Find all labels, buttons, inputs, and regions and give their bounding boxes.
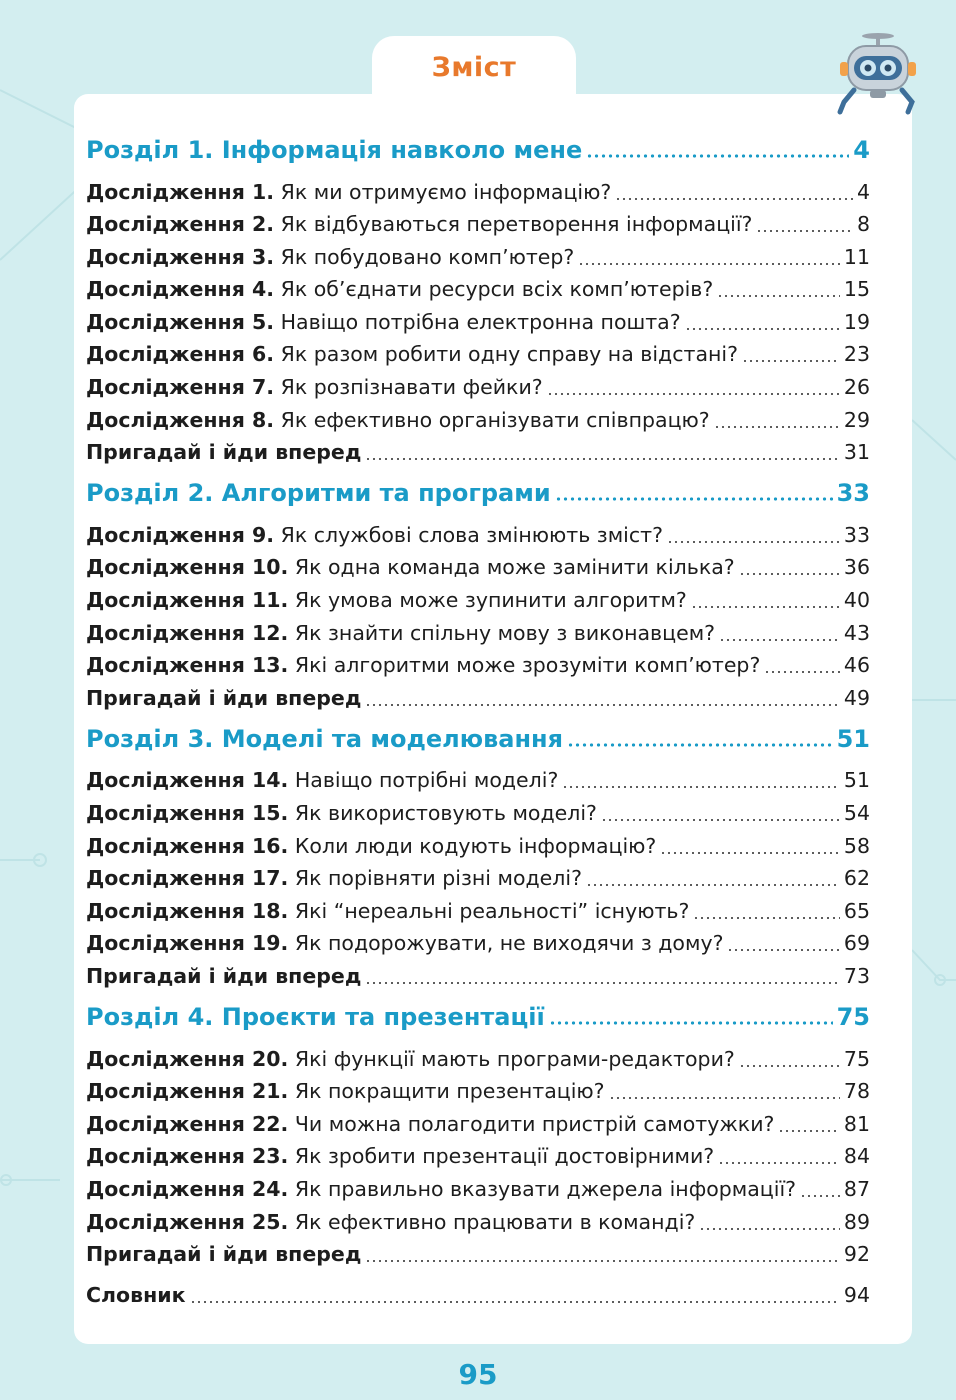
entry-label: Дослідження 23. [86,1144,289,1169]
entry-page-number: 19 [843,309,870,334]
dot-leader [365,1243,840,1264]
entry-page-number: 26 [843,375,870,400]
toc-entry[interactable] [86,341,870,374]
entry-label: Дослідження 21. [86,1079,289,1104]
entry-page-number: 51 [843,768,870,793]
toc-entry[interactable] [86,652,870,685]
dot-leader [562,769,840,790]
entry-label: Дослідження 3. [86,244,275,269]
entry-label: Дослідження 15. [86,801,289,825]
entry-label: Дослідження 18. [86,898,289,923]
dot-leader [756,213,853,234]
entry-page-number: 81 [843,1111,870,1136]
entry-text: Як разом робити одну справу на відстані? [280,342,738,367]
entry-page-number: 23 [843,342,870,367]
toc-review-entry[interactable] [86,1241,870,1274]
entry-label: Дослідження 12. [86,620,289,645]
toc-glossary-entry[interactable] [86,1281,870,1314]
dot-leader [578,245,840,266]
section-title: Розділ 4. Проєкти та презентації [86,1003,545,1032]
dot-leader [739,1047,840,1068]
entry-page-number: 78 [843,1079,870,1104]
section-page-number: 4 [853,136,870,164]
dot-leader [778,1112,840,1133]
entry-page-number: 8 [856,212,870,237]
toc-entry[interactable] [86,243,870,276]
dot-leader [549,1002,833,1026]
entry-text: Які функції мають програми-редактори? [294,1046,735,1071]
toc-entry[interactable] [86,1175,870,1208]
entry-page-number: 75 [843,1046,870,1071]
entry-page-number: 33 [843,522,870,547]
review-label: Пригадай і йди вперед [86,963,362,988]
entry-text: Як розпізнавати фейки? [280,375,543,400]
entry-label: Дослідження 20. [86,1046,289,1071]
entry-label: Дослідження 13. [86,653,289,678]
entry-label: Дослідження 22. [86,1111,289,1136]
toc-entry[interactable] [86,308,870,341]
entry-text: Як відбуваються перетворення інформації? [280,212,753,237]
entry-label: Дослідження 7. [86,375,275,400]
entry-page-number: 31 [843,440,870,465]
entry-label: Дослідження 24. [86,1176,289,1201]
entry-page-number: 11 [843,244,870,269]
toc-entry[interactable] [86,1143,870,1176]
entry-label: Дослідження 14. [86,768,289,793]
section-heading[interactable] [86,723,870,767]
toc-review-entry[interactable] [86,439,870,472]
toc-entry[interactable] [86,554,870,587]
dot-leader [685,310,840,331]
entry-label: Дослідження 5. [86,309,275,334]
section-heading[interactable] [86,134,870,178]
review-label: Пригадай і йди вперед [86,1242,362,1267]
entry-text: Як одна команда може замінити кілька? [294,555,735,580]
dot-leader [699,1210,840,1231]
toc-entry[interactable] [86,1110,870,1143]
entry-label: Дослідження 10. [86,555,289,580]
entry-text: Як ефективно організувати співпрацю? [280,407,710,432]
toc-entry[interactable] [86,211,870,244]
entry-page-number: 43 [843,620,870,645]
dot-leader [739,556,840,577]
entry-label: Дослідження 6. [86,342,275,367]
entry-text: Як використовують моделі? [294,801,597,825]
toc-entry[interactable] [86,832,870,865]
entry-page-number: 54 [843,801,870,825]
entry-page-number: 84 [843,1144,870,1169]
toc-entry[interactable] [86,406,870,439]
entry-page-number: 4 [856,179,870,204]
entry-label: Дослідження 4. [86,277,275,302]
entry-text: Як покращити презентацію? [294,1079,605,1104]
page-title: Зміст [431,52,517,83]
entry-text: Як умова може зупинити алгоритм? [294,588,687,613]
toc-review-entry[interactable] [86,684,870,717]
entry-label: Дослідження 1. [86,179,275,204]
entry-page-number: 58 [843,833,870,858]
dot-leader [601,802,840,823]
toc-entry[interactable] [86,865,870,898]
entry-page-number: 89 [843,1209,870,1234]
dot-leader [717,278,840,299]
dot-leader [742,343,840,364]
entry-page-number: 73 [843,963,870,988]
toc-review-entry[interactable] [86,962,870,995]
toc-entry[interactable] [86,178,870,211]
dot-leader [547,376,840,397]
entry-page-number: 49 [843,685,870,710]
toc-entry[interactable] [86,619,870,652]
toc-entry[interactable] [86,374,870,407]
toc-entry[interactable] [86,587,870,620]
entry-label: Дослідження 16. [86,833,289,858]
entry-label: Дослідження 25. [86,1209,289,1234]
dot-leader [555,478,833,502]
entry-text: Як побудовано комп’ютер? [280,244,575,269]
dot-leader [365,686,840,707]
section-heading[interactable] [86,477,870,521]
entry-text: Як подорожувати, не виходячи з дому? [294,931,724,956]
entry-text: Як ми отримуємо інформацію? [280,179,612,204]
dot-leader [609,1080,840,1101]
entry-text: Які “нереальні реальності” існують? [294,898,690,923]
review-label: Пригадай і йди вперед [86,440,362,465]
dot-leader [586,135,849,159]
entry-text: Які алгоритми може зрозуміти комп’ютер? [294,653,761,678]
table-of-contents [86,134,870,1314]
dot-leader [714,408,840,429]
entry-text: Як правильно вказувати джерела інформації? [294,1176,797,1201]
dot-leader [800,1177,840,1198]
section-title: Розділ 1. Інформація навколо мене [86,136,583,164]
section-page-number: 75 [836,1003,870,1032]
toc-entry[interactable] [86,800,870,833]
dot-leader [190,1283,840,1304]
entry-text: Навіщо потрібна електронна пошта? [280,309,681,334]
entry-text: Коли люди кодують інформацію? [294,833,657,858]
toc-entry[interactable] [86,276,870,309]
glossary-label: Словник [86,1282,186,1307]
dot-leader [718,1145,840,1166]
dot-leader [764,654,840,675]
entry-label: Дослідження 9. [86,522,275,547]
entry-page-number: 29 [843,407,870,432]
toc-entry[interactable] [86,1045,870,1078]
entry-page-number: 92 [843,1242,870,1267]
entry-page-number: 46 [843,653,870,678]
toc-entry[interactable] [86,930,870,963]
page-number: 95 [458,1358,498,1391]
robot-mascot-icon [832,28,924,120]
entry-page-number: 15 [843,277,870,302]
dot-leader [567,724,833,748]
entry-label: Дослідження 2. [86,212,275,237]
toc-entry[interactable] [86,767,870,800]
dot-leader [667,523,840,544]
entry-page-number: 65 [843,898,870,923]
entry-text: Як знайти спільну мову з виконавцем? [294,620,716,645]
section-heading[interactable] [86,1001,870,1045]
entry-page-number: 94 [843,1282,870,1307]
entry-text: Навіщо потрібні моделі? [294,768,559,793]
section-page-number: 33 [836,479,870,508]
entry-text: Як службові слова змінюють зміст? [280,522,663,547]
entry-page-number: 69 [843,931,870,956]
entry-text: Як об’єднати ресурси всіх комп’ютерів? [280,277,714,302]
entry-page-number: 87 [843,1176,870,1201]
entry-page-number: 36 [843,555,870,580]
review-label: Пригадай і йди вперед [86,685,362,710]
entry-label: Дослідження 8. [86,407,275,432]
dot-leader [727,932,839,953]
dot-leader [615,180,853,201]
toc-entry[interactable] [86,1078,870,1111]
dot-leader [586,867,840,888]
entry-page-number: 40 [843,588,870,613]
entry-label: Дослідження 17. [86,866,289,891]
dot-leader [693,899,840,920]
toc-entry[interactable] [86,897,870,930]
section-page-number: 51 [836,724,870,753]
section-title: Розділ 3. Моделі та моделювання [86,724,564,753]
entry-text: Як порівняти різні моделі? [294,866,582,891]
dot-leader [365,964,840,985]
dot-leader [719,621,840,642]
entry-text: Як зробити презентації достовірними? [294,1144,715,1169]
entry-label: Дослідження 11. [86,588,289,613]
toc-entry[interactable] [86,521,870,554]
entry-page-number: 62 [843,866,870,891]
dot-leader [365,441,840,462]
entry-text: Як ефективно працювати в команді? [294,1209,696,1234]
section-title: Розділ 2. Алгоритми та програми [86,479,551,508]
dot-leader [691,589,840,610]
dot-leader [660,834,840,855]
entry-label: Дослідження 19. [86,931,289,956]
entry-text: Чи можна полагодити пристрій самотужки? [294,1111,775,1136]
toc-entry[interactable] [86,1208,870,1241]
